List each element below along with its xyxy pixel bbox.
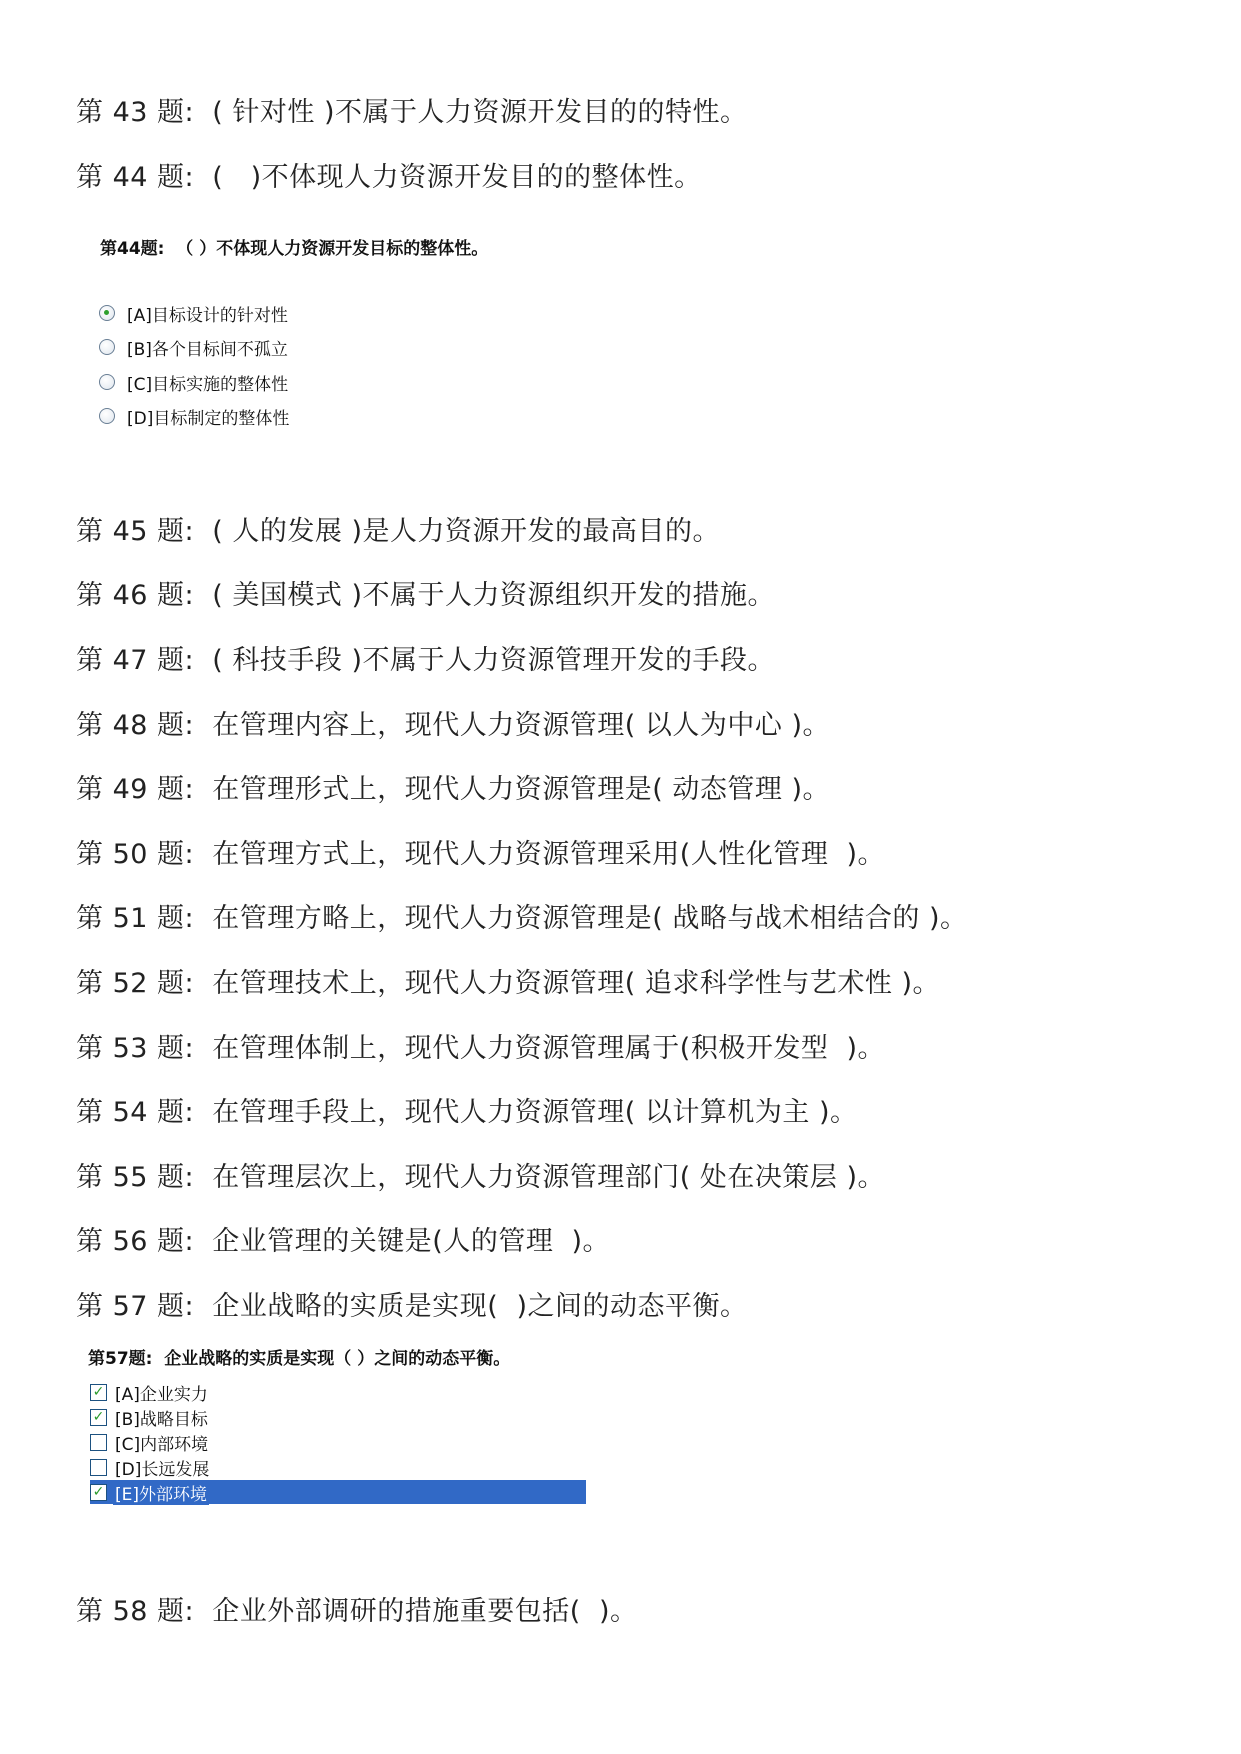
checkbox-checked-icon[interactable]: ✓	[90, 1409, 107, 1426]
radio-unchecked-icon[interactable]	[99, 374, 115, 390]
question-50: 第 50 题: 在管理方式上，现代人力资源管理采用(人性化管理 )。	[76, 839, 886, 870]
option-d[interactable]	[90, 1455, 211, 1479]
question-48: 第 48 题: 在管理内容上，现代人力资源管理( 以人为中心 )。	[76, 710, 831, 741]
option-d[interactable]	[99, 403, 291, 429]
question-44-screenshot	[62, 228, 489, 429]
question-46: 第 46 题: ( 美国模式 )不属于人力资源组织开发的措施。	[76, 580, 776, 611]
checkbox-unchecked-icon[interactable]	[90, 1434, 107, 1451]
option-a[interactable]	[99, 300, 290, 326]
option-c-label: [C]内部环境	[115, 1434, 209, 1455]
question-56: 第 56 题: 企业管理的关键是(人的管理 )。	[76, 1226, 611, 1257]
question-45: 第 45 题: ( 人的发展 )是人力资源开发的最高目的。	[76, 516, 721, 547]
question-44: 第 44 题: ( )不体现人力资源开发目的的整体性。	[76, 162, 702, 193]
question-43: 第 43 题: ( 针对性 )不属于人力资源开发目的的特性。	[76, 97, 748, 128]
question-57: 第 57 题: 企业战略的实质是实现( )之间的动态平衡。	[76, 1291, 748, 1322]
option-a-label: [A]目标设计的针对性	[127, 305, 288, 326]
question-44-screenshot-title: 第44题: （ ）不体现人力资源开发目标的整体性。	[100, 239, 489, 259]
question-49: 第 49 题: 在管理形式上，现代人力资源管理是( 动态管理 )。	[76, 774, 831, 805]
option-d-label: [D]目标制定的整体性	[127, 408, 290, 429]
radio-checked-icon[interactable]	[99, 305, 115, 321]
option-d-label: [D]长远发展	[115, 1459, 210, 1480]
radio-unchecked-icon[interactable]	[99, 408, 115, 424]
question-47: 第 47 题: ( 科技手段 )不属于人力资源管理开发的手段。	[76, 645, 776, 676]
option-b-label: [B]各个目标间不孤立	[127, 339, 288, 360]
question-53: 第 53 题: 在管理体制上，现代人力资源管理属于(积极开发型 )。	[76, 1033, 886, 1064]
radio-unchecked-icon[interactable]	[99, 339, 115, 355]
option-e-selected[interactable]	[90, 1480, 586, 1504]
option-c[interactable]	[99, 369, 290, 395]
option-c[interactable]	[90, 1430, 210, 1454]
question-54: 第 54 题: 在管理手段上，现代人力资源管理( 以计算机为主 )。	[76, 1097, 858, 1128]
option-b[interactable]	[90, 1405, 210, 1429]
option-a-label: [A]企业实力	[115, 1384, 208, 1405]
option-e-label: [E]外部环境	[113, 1480, 209, 1505]
question-51: 第 51 题: 在管理方略上，现代人力资源管理是( 战略与战术相结合的 )。	[76, 903, 968, 934]
question-52: 第 52 题: 在管理技术上，现代人力资源管理( 追求科学性与艺术性 )。	[76, 968, 941, 999]
question-55: 第 55 题: 在管理层次上，现代人力资源管理部门( 处在决策层 )。	[76, 1162, 886, 1193]
option-c-label: [C]目标实施的整体性	[127, 374, 289, 395]
option-b-label: [B]战略目标	[115, 1409, 208, 1430]
option-a[interactable]	[90, 1380, 210, 1404]
question-57-screenshot-title: 第57题: 企业战略的实质是实现（ ）之间的动态平衡。	[88, 1349, 511, 1369]
question-58: 第 58 题: 企业外部调研的措施重要包括( )。	[76, 1596, 638, 1627]
checkbox-checked-icon[interactable]: ✓	[90, 1484, 107, 1501]
option-b[interactable]	[99, 334, 290, 360]
checkbox-unchecked-icon[interactable]	[90, 1459, 107, 1476]
checkbox-checked-icon[interactable]: ✓	[90, 1384, 107, 1401]
question-57-screenshot	[76, 1340, 586, 1510]
